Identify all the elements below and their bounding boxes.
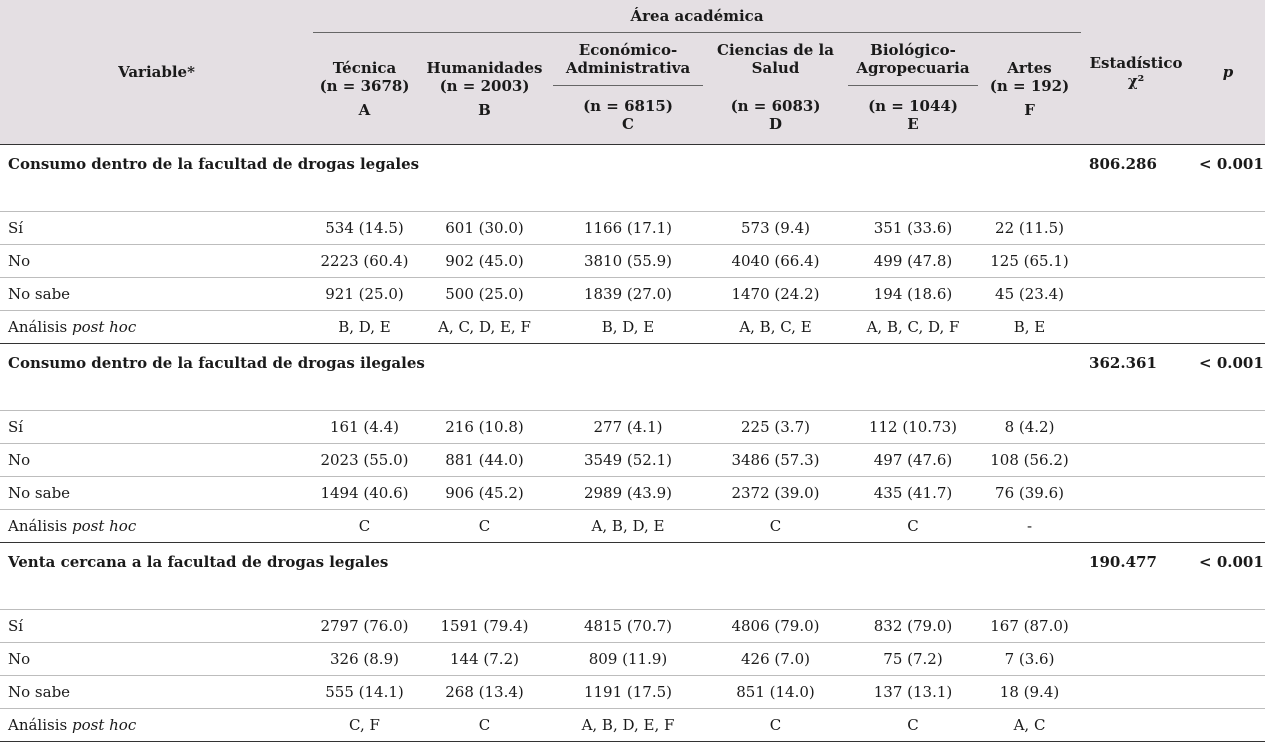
cell: C [416, 510, 553, 543]
section-title: Consumo dentro de la facultad de drogas ilegales [0, 344, 1081, 411]
section-title: Consumo dentro de la facultad de drogas legales [0, 145, 1081, 212]
table-row [0, 411, 1265, 444]
cell: 426 (7.0) [703, 643, 848, 676]
cell: B, D, E [313, 311, 416, 344]
cell: 144 (7.2) [416, 643, 553, 676]
table-row [0, 676, 1265, 709]
row-label: No [0, 444, 313, 477]
cell: 351 (33.6) [848, 212, 978, 245]
cell: C [416, 709, 553, 742]
cell: C [703, 709, 848, 742]
cell: 108 (56.2) [978, 444, 1081, 477]
cell: 22 (11.5) [978, 212, 1081, 245]
chi-square-value: 806.286 [1081, 145, 1191, 212]
table-row [0, 643, 1265, 676]
posthoc-row [0, 311, 1265, 344]
section-header-row [0, 344, 1265, 411]
statistic-header: Estadístico χ² [1081, 0, 1191, 145]
column-n-ciencias-salud: (n = 6083) D [703, 86, 848, 145]
variable-header: Variable* [0, 0, 313, 145]
cell: C [313, 510, 416, 543]
row-label: Análisis post hoc [0, 709, 313, 742]
cell: A, C [978, 709, 1081, 742]
table-row [0, 444, 1265, 477]
cell: A, B, D, E [553, 510, 703, 543]
chi-square-value: 362.361 [1081, 344, 1191, 411]
row-label: Análisis post hoc [0, 311, 313, 344]
cell: 161 (4.4) [313, 411, 416, 444]
cell: C [848, 510, 978, 543]
table-header [0, 0, 1265, 145]
row-label: Análisis post hoc [0, 510, 313, 543]
cell: - [978, 510, 1081, 543]
row-label: No [0, 245, 313, 278]
row-label: No [0, 643, 313, 676]
cell: 4815 (70.7) [553, 610, 703, 643]
cell: 137 (13.1) [848, 676, 978, 709]
cell: A, B, C, D, F [848, 311, 978, 344]
cell: 497 (47.6) [848, 444, 978, 477]
column-n-biologico: (n = 1044) E [848, 86, 978, 145]
cell: 906 (45.2) [416, 477, 553, 510]
cell: B, E [978, 311, 1081, 344]
cell: 18 (9.4) [978, 676, 1081, 709]
row-label: Sí [0, 610, 313, 643]
cell: 1839 (27.0) [553, 278, 703, 311]
table-row [0, 245, 1265, 278]
cell: C [848, 709, 978, 742]
table-row [0, 477, 1265, 510]
cell: C [703, 510, 848, 543]
cell: 809 (11.9) [553, 643, 703, 676]
cell: 125 (65.1) [978, 245, 1081, 278]
cell: 326 (8.9) [313, 643, 416, 676]
row-label: No sabe [0, 477, 313, 510]
row-label: Sí [0, 411, 313, 444]
cell: 573 (9.4) [703, 212, 848, 245]
cell: 534 (14.5) [313, 212, 416, 245]
row-label: No sabe [0, 676, 313, 709]
cell: 2989 (43.9) [553, 477, 703, 510]
column-header-economico: Económico- Administrativa [553, 33, 703, 86]
cell: C, F [313, 709, 416, 742]
cell: 2223 (60.4) [313, 245, 416, 278]
table-body [0, 145, 1265, 742]
cell: 435 (41.7) [848, 477, 978, 510]
cell: 75 (7.2) [848, 643, 978, 676]
cell: 45 (23.4) [978, 278, 1081, 311]
cell: 8 (4.2) [978, 411, 1081, 444]
cell: 851 (14.0) [703, 676, 848, 709]
cell: 4040 (66.4) [703, 245, 848, 278]
cell: 500 (25.0) [416, 278, 553, 311]
cell: 112 (10.73) [848, 411, 978, 444]
section-header-row [0, 145, 1265, 212]
cell: 225 (3.7) [703, 411, 848, 444]
cell: 832 (79.0) [848, 610, 978, 643]
cell: 1166 (17.1) [553, 212, 703, 245]
p-value: < 0.001 [1191, 145, 1265, 212]
cell: A, B, D, E, F [553, 709, 703, 742]
column-header-biologico: Biológico- Agropecuaria [848, 33, 978, 86]
row-label: No sabe [0, 278, 313, 311]
cell: 194 (18.6) [848, 278, 978, 311]
cell: 4806 (79.0) [703, 610, 848, 643]
cell: 167 (87.0) [978, 610, 1081, 643]
cell: 2023 (55.0) [313, 444, 416, 477]
cell: B, D, E [553, 311, 703, 344]
cell: 2797 (76.0) [313, 610, 416, 643]
section-header-row [0, 543, 1265, 610]
cell: 277 (4.1) [553, 411, 703, 444]
cell: 2372 (39.0) [703, 477, 848, 510]
column-header-tecnica: Técnica (n = 3678) A [313, 33, 416, 145]
posthoc-row [0, 510, 1265, 543]
column-header-ciencias-salud: Ciencias de la Salud [703, 33, 848, 86]
cell: 499 (47.8) [848, 245, 978, 278]
row-label: Sí [0, 212, 313, 245]
cell: 3549 (52.1) [553, 444, 703, 477]
cell: 216 (10.8) [416, 411, 553, 444]
p-value: < 0.001 [1191, 344, 1265, 411]
chi-square-value: 190.477 [1081, 543, 1191, 610]
cell: 1191 (17.5) [553, 676, 703, 709]
p-value: < 0.001 [1191, 543, 1265, 610]
table-row [0, 610, 1265, 643]
cell: A, C, D, E, F [416, 311, 553, 344]
cell: 1494 (40.6) [313, 477, 416, 510]
cell: 268 (13.4) [416, 676, 553, 709]
cell: 76 (39.6) [978, 477, 1081, 510]
p-value-header: p [1191, 0, 1265, 145]
cell: 1591 (79.4) [416, 610, 553, 643]
cell: A, B, C, E [703, 311, 848, 344]
area-academica-header: Área académica [313, 0, 1081, 33]
section-title: Venta cercana a la facultad de drogas legales [0, 543, 1081, 610]
table-row [0, 278, 1265, 311]
column-n-economico: (n = 6815) C [553, 86, 703, 145]
cell: 902 (45.0) [416, 245, 553, 278]
cell: 7 (3.6) [978, 643, 1081, 676]
cell: 921 (25.0) [313, 278, 416, 311]
cell: 1470 (24.2) [703, 278, 848, 311]
table-row [0, 212, 1265, 245]
posthoc-row [0, 709, 1265, 742]
column-header-humanidades: Humanidades (n = 2003) B [416, 33, 553, 145]
cell: 3486 (57.3) [703, 444, 848, 477]
cell: 3810 (55.9) [553, 245, 703, 278]
cell: 601 (30.0) [416, 212, 553, 245]
column-header-artes: Artes (n = 192) F [978, 33, 1081, 145]
cell: 881 (44.0) [416, 444, 553, 477]
cell: 555 (14.1) [313, 676, 416, 709]
